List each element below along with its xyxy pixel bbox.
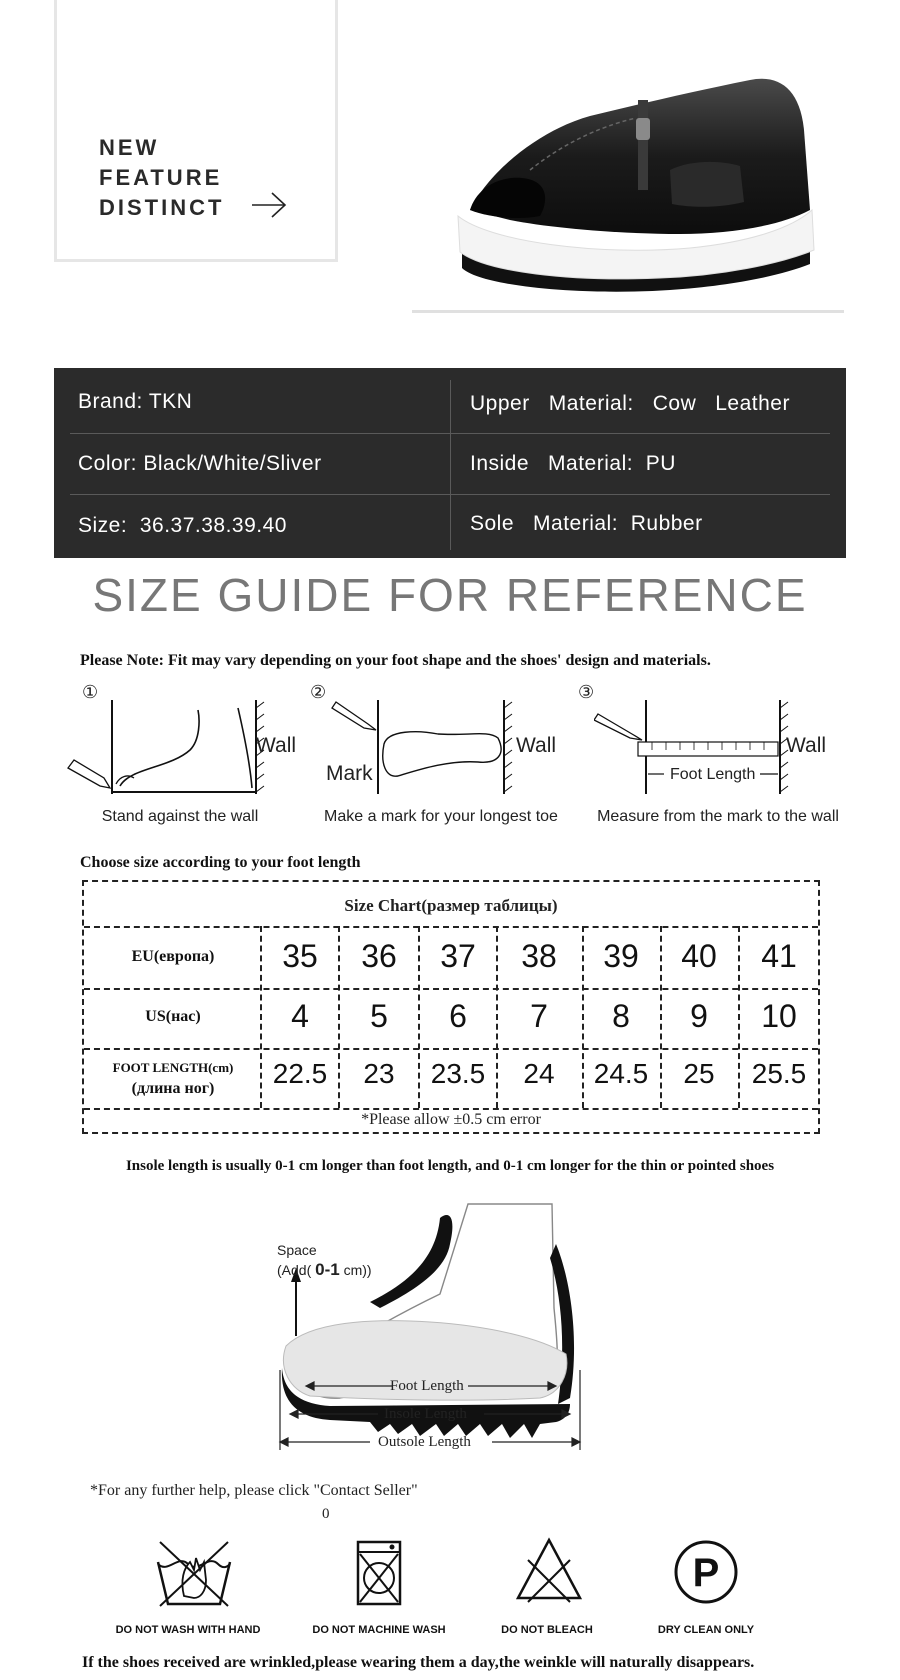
foot-length-cell: 23 (363, 1058, 395, 1089)
wrinkle-note: If the shoes received are wrinkled,please wearing them a day,the weinkle will naturally disappears. (82, 1654, 755, 1671)
row-label-foot-length: FOOT LENGTH(cm) (112, 1060, 234, 1075)
feature-box (54, 0, 338, 262)
choose-size-text: Choose size according to your foot length (80, 854, 361, 871)
us-size-cell: 5 (370, 998, 388, 1034)
outsole-length-label: Outsole Length (378, 1434, 471, 1450)
spec-inside-material: Inside Material: PU (470, 452, 676, 475)
insole-length-label: Insole Length (384, 1406, 467, 1422)
eu-size-cell: 40 (681, 938, 717, 974)
us-size-cell: 7 (530, 998, 548, 1034)
row-label-us: US(нас) (145, 1008, 201, 1025)
care-label-dry-clean: DRY CLEAN ONLY (657, 1624, 755, 1636)
eu-size-cell: 36 (361, 938, 397, 974)
space-add-suffix: cm)) (339, 1262, 372, 1278)
chart-divider (84, 1108, 818, 1110)
chart-divider (84, 988, 818, 990)
chart-divider (84, 926, 818, 928)
spec-divider (70, 433, 830, 434)
mark-label: Mark (326, 762, 373, 785)
step-3-illustration (594, 694, 794, 804)
wall-label-2: Wall (516, 734, 557, 757)
spec-divider-vertical (450, 380, 451, 550)
wall-label-3: Wall (786, 734, 827, 757)
step-number-2: ② (310, 682, 327, 702)
space-add-value: 0-1 (315, 1260, 340, 1279)
step-number-1: ① (82, 682, 99, 702)
foot-length-label: Foot Length (390, 1378, 464, 1394)
care-label-machine-wash: DO NOT MACHINE WASH (312, 1624, 446, 1636)
dry-clean-p-glyph: P (692, 1551, 720, 1595)
spec-brand: Brand: TKN (78, 390, 193, 413)
us-size-cell: 9 (690, 998, 708, 1034)
header-divider (412, 310, 844, 313)
spec-color: Color: Black/White/Sliver (78, 452, 322, 475)
spec-table (54, 368, 846, 558)
step-caption-3: Measure from the mark to the wall (597, 808, 839, 825)
feature-line-new: NEW (99, 135, 160, 160)
foot-length-cell: 24 (523, 1058, 555, 1089)
us-size-cell: 8 (612, 998, 630, 1034)
step-number-3: ③ (578, 682, 595, 702)
eu-size-cell: 35 (282, 938, 318, 974)
dry-clean-only-icon (672, 1538, 740, 1606)
do-not-wash-hand-icon (154, 1540, 234, 1610)
row-label-foot-length-ru: (длина ног) (131, 1080, 215, 1097)
step-caption-1: Stand against the wall (101, 808, 259, 825)
us-size-cell: 10 (761, 998, 797, 1034)
size-chart-title: Size Chart(размер таблицы) (344, 896, 558, 915)
spec-sole-material: Sole Material: Rubber (470, 512, 703, 535)
eu-size-cell: 39 (603, 938, 639, 974)
foot-length-cell: 23.5 (430, 1058, 486, 1089)
wall-label-1: Wall (256, 734, 297, 757)
feature-line-feature: FEATURE (99, 165, 223, 190)
arrow-right-icon[interactable] (250, 190, 290, 220)
foot-length-cell: 22.5 (272, 1058, 328, 1089)
foot-length-label-step3: Foot Length (670, 766, 756, 783)
product-shoe-image (400, 20, 840, 300)
step-caption-2: Make a mark for your longest toe (324, 808, 558, 825)
row-label-eu: EU(европа) (131, 948, 215, 965)
care-label-hand-wash: DO NOT WASH WITH HAND (115, 1624, 261, 1636)
eu-size-cell: 37 (440, 938, 476, 974)
do-not-bleach-icon (514, 1536, 584, 1606)
spec-size: Size: 36.37.38.39.40 (78, 514, 287, 537)
contact-seller-text[interactable]: *For any further help, please click "Contact Seller" (90, 1482, 418, 1499)
foot-length-cell: 25.5 (751, 1058, 807, 1089)
foot-length-cell: 24.5 (593, 1058, 649, 1089)
us-size-cell: 6 (449, 998, 467, 1034)
do-not-machine-wash-icon (354, 1538, 404, 1608)
eu-size-cell: 41 (761, 938, 797, 974)
help-zero: 0 (322, 1506, 330, 1522)
size-chart (82, 880, 820, 1134)
feature-line-distinct: DISTINCT (99, 195, 225, 220)
eu-size-cell: 38 (521, 938, 557, 974)
spec-divider (70, 494, 830, 495)
foot-length-cell: 25 (683, 1058, 715, 1089)
space-add-prefix: (Add( (277, 1262, 316, 1278)
fit-note: Please Note: Fit may vary depending on your foot shape and the shoes' design and materials. (80, 652, 711, 669)
chart-footnote: *Please allow ±0.5 cm error (361, 1111, 541, 1128)
size-guide-title: SIZE GUIDE FOR REFERENCE (92, 569, 808, 621)
us-size-cell: 4 (291, 998, 309, 1034)
care-label-bleach: DO NOT BLEACH (501, 1624, 593, 1636)
space-add-label (277, 1260, 372, 1280)
insole-note: Insole length is usually 0-1 cm longer than foot length, and 0-1 cm longer for the thin or pointed shoes (125, 1158, 775, 1174)
space-label: Space (277, 1242, 317, 1258)
spec-upper-material: Upper Material: Cow Leather (470, 392, 790, 415)
chart-divider (84, 1048, 818, 1050)
